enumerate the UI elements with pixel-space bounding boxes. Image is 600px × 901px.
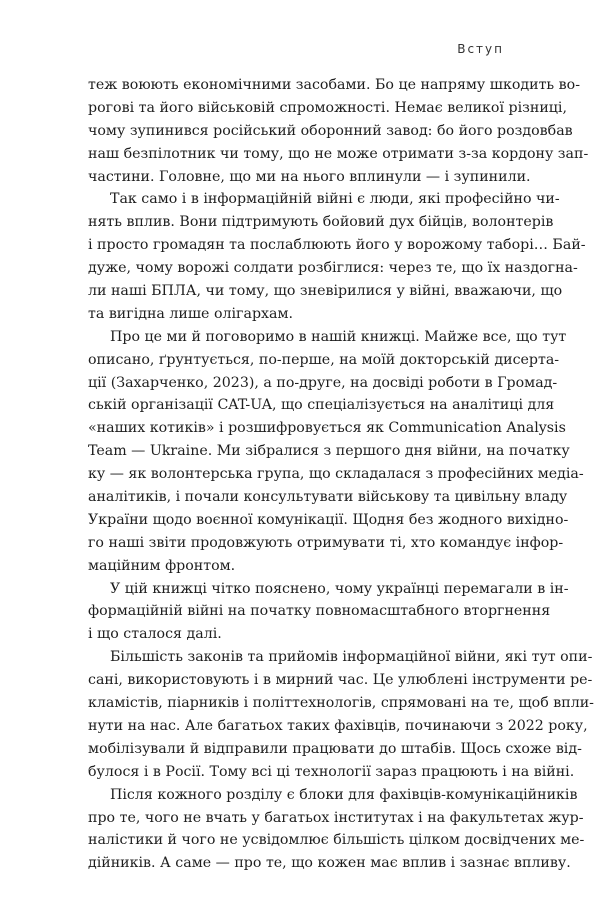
text-line: і просто громадян та послаблюють його у ворожому таборі… Бай- xyxy=(88,237,586,254)
paragraph-first-line: Так само і в інформаційній війні є люди, які професійно чи- xyxy=(110,191,560,208)
text-line: нути на нас. Але багатьох таких фахівців, починаючи з 2022 року, xyxy=(88,717,588,734)
text-line: і що сталося далі. xyxy=(88,626,222,643)
text-line: сані, використовують і в мирний час. Це улюблені інструменти ре- xyxy=(88,672,593,689)
text-line: теж воюють економічними засобами. Бо це напряму шкодить во- xyxy=(88,77,580,93)
text-line: мобілізували й відправили працювати до штабів. Щось схоже від- xyxy=(88,740,582,757)
text-line: налістики й чого не усвідомлює більшість цілком досвідчених ме- xyxy=(88,832,585,849)
paragraph-first-line: У цій книжці чітко пояснено, чому українці перемагали в ін- xyxy=(110,580,569,597)
text-line: частини. Головне, що ми на нього вплинули — і зупинили. xyxy=(88,168,531,185)
text-line: ку — як волонтерська група, що складалася з професійних медіа- xyxy=(88,466,584,483)
text-line: про те, чого не вчать у багатьох інститутах і на факультетах жур- xyxy=(88,809,584,826)
body-text xyxy=(88,74,594,875)
text-line: дуже, чому ворожі солдати розбіглися: через те, що їх наздогна- xyxy=(88,260,578,277)
text-line: «наших котиків» і розшифровується як Communication Analysis xyxy=(88,420,566,437)
text-line: го наші звіти продовжують отримувати ті, хто командує інфор- xyxy=(88,534,564,551)
text-line: нять вплив. Вони підтримують бойовий дух бійців, волонтерів xyxy=(88,214,554,231)
text-line: дійників. А саме — про те, що кожен має вплив і зазнає впливу. xyxy=(88,855,571,872)
text-line: наш безпілотник чи тому, що не може отримати з-за кордону зап- xyxy=(88,145,589,162)
paragraph-first-line: Про це ми й поговоримо в нашій книжці. Майже все, що тут xyxy=(110,328,567,345)
text-line: аналітиків, і почали консультувати військову та цивільну владу xyxy=(88,489,568,506)
text-line: ли наші БПЛА, чи тому, що зневірилися у війні, вважаючи, що xyxy=(88,283,563,300)
text-line: ській організації CAT-UA, що спеціалізується на аналітиці для xyxy=(88,397,555,414)
text-line: чому зупинився російський оборонний завод: бо його роздовбав xyxy=(88,122,573,139)
text-line: рогові та його військовій спроможності. Немає великої різниці, xyxy=(88,99,567,116)
text-line: маційним фронтом. xyxy=(88,557,236,574)
paragraph-first-line: Після кожного розділу є блоки для фахівців-комунікаційників xyxy=(110,786,578,803)
text-line: ції (Захарченко, 2023), а по-друге, на досвіді роботи в Громад- xyxy=(88,374,558,391)
running-header: Вступ xyxy=(457,42,504,56)
text-line: описано, ґрунтується, по-перше, на моїй докторській дисерта- xyxy=(88,351,560,368)
text-line: України щодо воєнної комунікації. Щодня без жодного вихідно- xyxy=(88,511,569,528)
paragraph-first-line: Більшість законів та прийомів інформаційної війни, які тут опи- xyxy=(110,649,593,666)
text-line: Team — Ukraine. Ми зібралися з першого дня війни, на початку xyxy=(88,443,570,460)
text-line: кламістів, піарників і політтехнологів, спрямовані на те, щоб впли- xyxy=(88,695,594,712)
text-line: та вигідна лише олігархам. xyxy=(88,305,294,322)
text-line: формаційній війні на початку повномасштабного вторгнення xyxy=(88,603,551,620)
text-line: булося і в Росії. Тому всі ці технології зараз працюють і на війні. xyxy=(88,763,575,780)
